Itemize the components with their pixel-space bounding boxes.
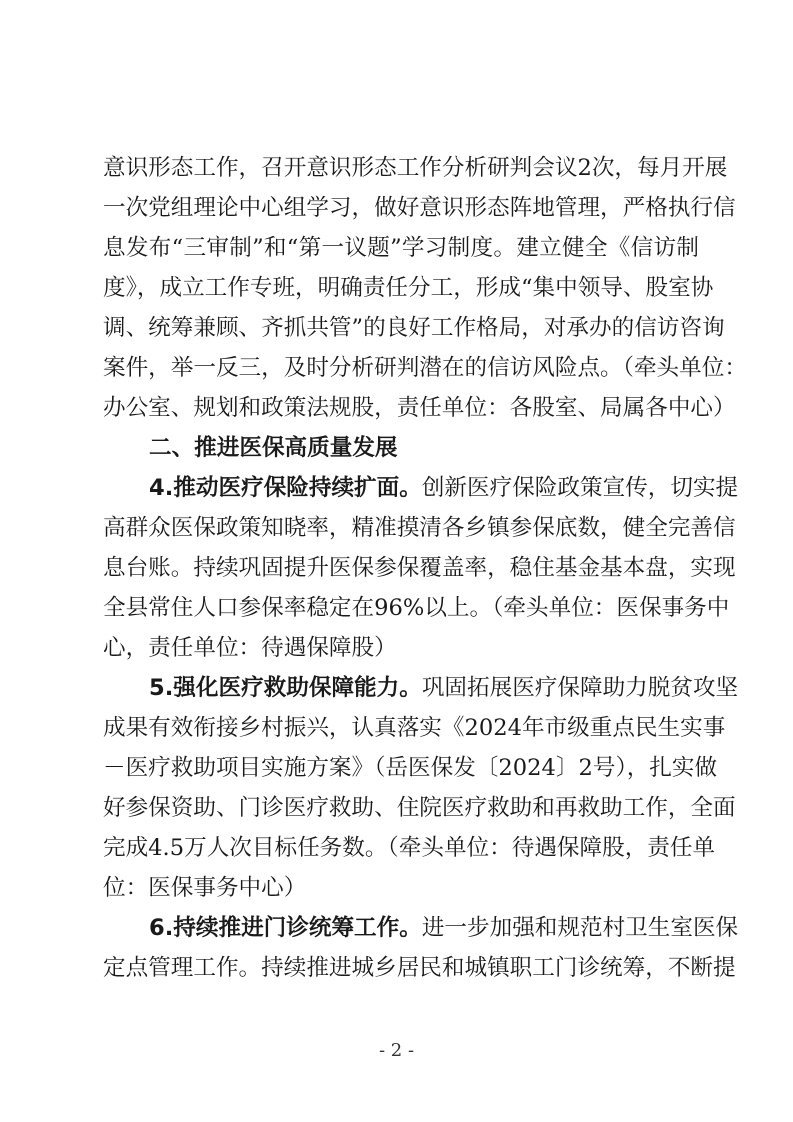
text-line: 高群众医保政策知晓率，精准摸清各乡镇参保底数，健全完善信 [103, 515, 736, 541]
item-text: 进一步加强和规范村卫生室医保 [421, 915, 739, 941]
text-line: 好参保资助、门诊医疗救助、住院医疗救助和再救助工作，全面 [103, 795, 736, 821]
text-line: 全县常住人口参保率稳定在96%以上。（牵头单位：医保事务中 [103, 595, 730, 621]
item-6-paragraph [103, 908, 739, 988]
text-line: －医疗救助项目实施方案》（岳医保发〔2024〕2号），扎实做 [103, 755, 718, 781]
text-line [103, 668, 739, 708]
page-number: - 2 - [378, 1040, 415, 1061]
item-title: 4.推动医疗保险持续扩面。 [149, 475, 422, 501]
text-line: 意识形态工作，召开意识形态工作分析研判会议2次，每月开展 [103, 155, 728, 181]
text-line: 位：医保事务中心） [103, 875, 307, 901]
item-4-paragraph [103, 468, 739, 668]
text-line [103, 468, 739, 508]
text-line: 办公室、规划和政策法规股，责任单位：各股室、局属各中心） [103, 395, 736, 421]
item-text: 创新医疗保险政策宣传，切实提 [421, 475, 739, 501]
text-line: 度》，成立工作专班，明确责任分工，形成“集中领导、股室协 [103, 275, 714, 301]
paragraph-ideology-petition [103, 148, 747, 428]
text-line: 定点管理工作。持续推进城乡居民和城镇职工门诊统筹，不断提 [103, 955, 736, 981]
text-line: 息发布“三审制”和“第一议题”学习制度。建立健全《信访制 [103, 235, 699, 261]
item-5-paragraph [103, 668, 739, 908]
text-line: 一次党组理论中心组学习，做好意识形态阵地管理，严格执行信 [103, 195, 736, 221]
item-text: 巩固拓展医疗保障助力脱贫攻坚 [421, 675, 739, 701]
item-title: 6.持续推进门诊统筹工作。 [149, 915, 422, 941]
text-line: 案件，举一反三，及时分析研判潜在的信访风险点。（牵头单位： [103, 355, 747, 381]
text-line: 完成4.5万人次目标任务数。（牵头单位：待遇保障股，责任单 [103, 835, 716, 861]
text-line: 成果有效衔接乡村振兴，认真落实《2024年市级重点民生实事 [103, 715, 726, 741]
text-line: 调、统筹兼顾、齐抓共管”的良好工作格局，对承办的信访咨询 [103, 315, 725, 341]
document-body [103, 148, 747, 988]
section-heading: 二、推进医保高质量发展 [149, 435, 398, 461]
item-title: 5.强化医疗救助保障能力。 [149, 675, 422, 701]
text-line: 息台账。持续巩固提升医保参保覆盖率，稳住基金基本盘，实现 [103, 555, 736, 581]
text-line [103, 908, 739, 948]
text-line: 心，责任单位：待遇保障股） [103, 635, 397, 661]
